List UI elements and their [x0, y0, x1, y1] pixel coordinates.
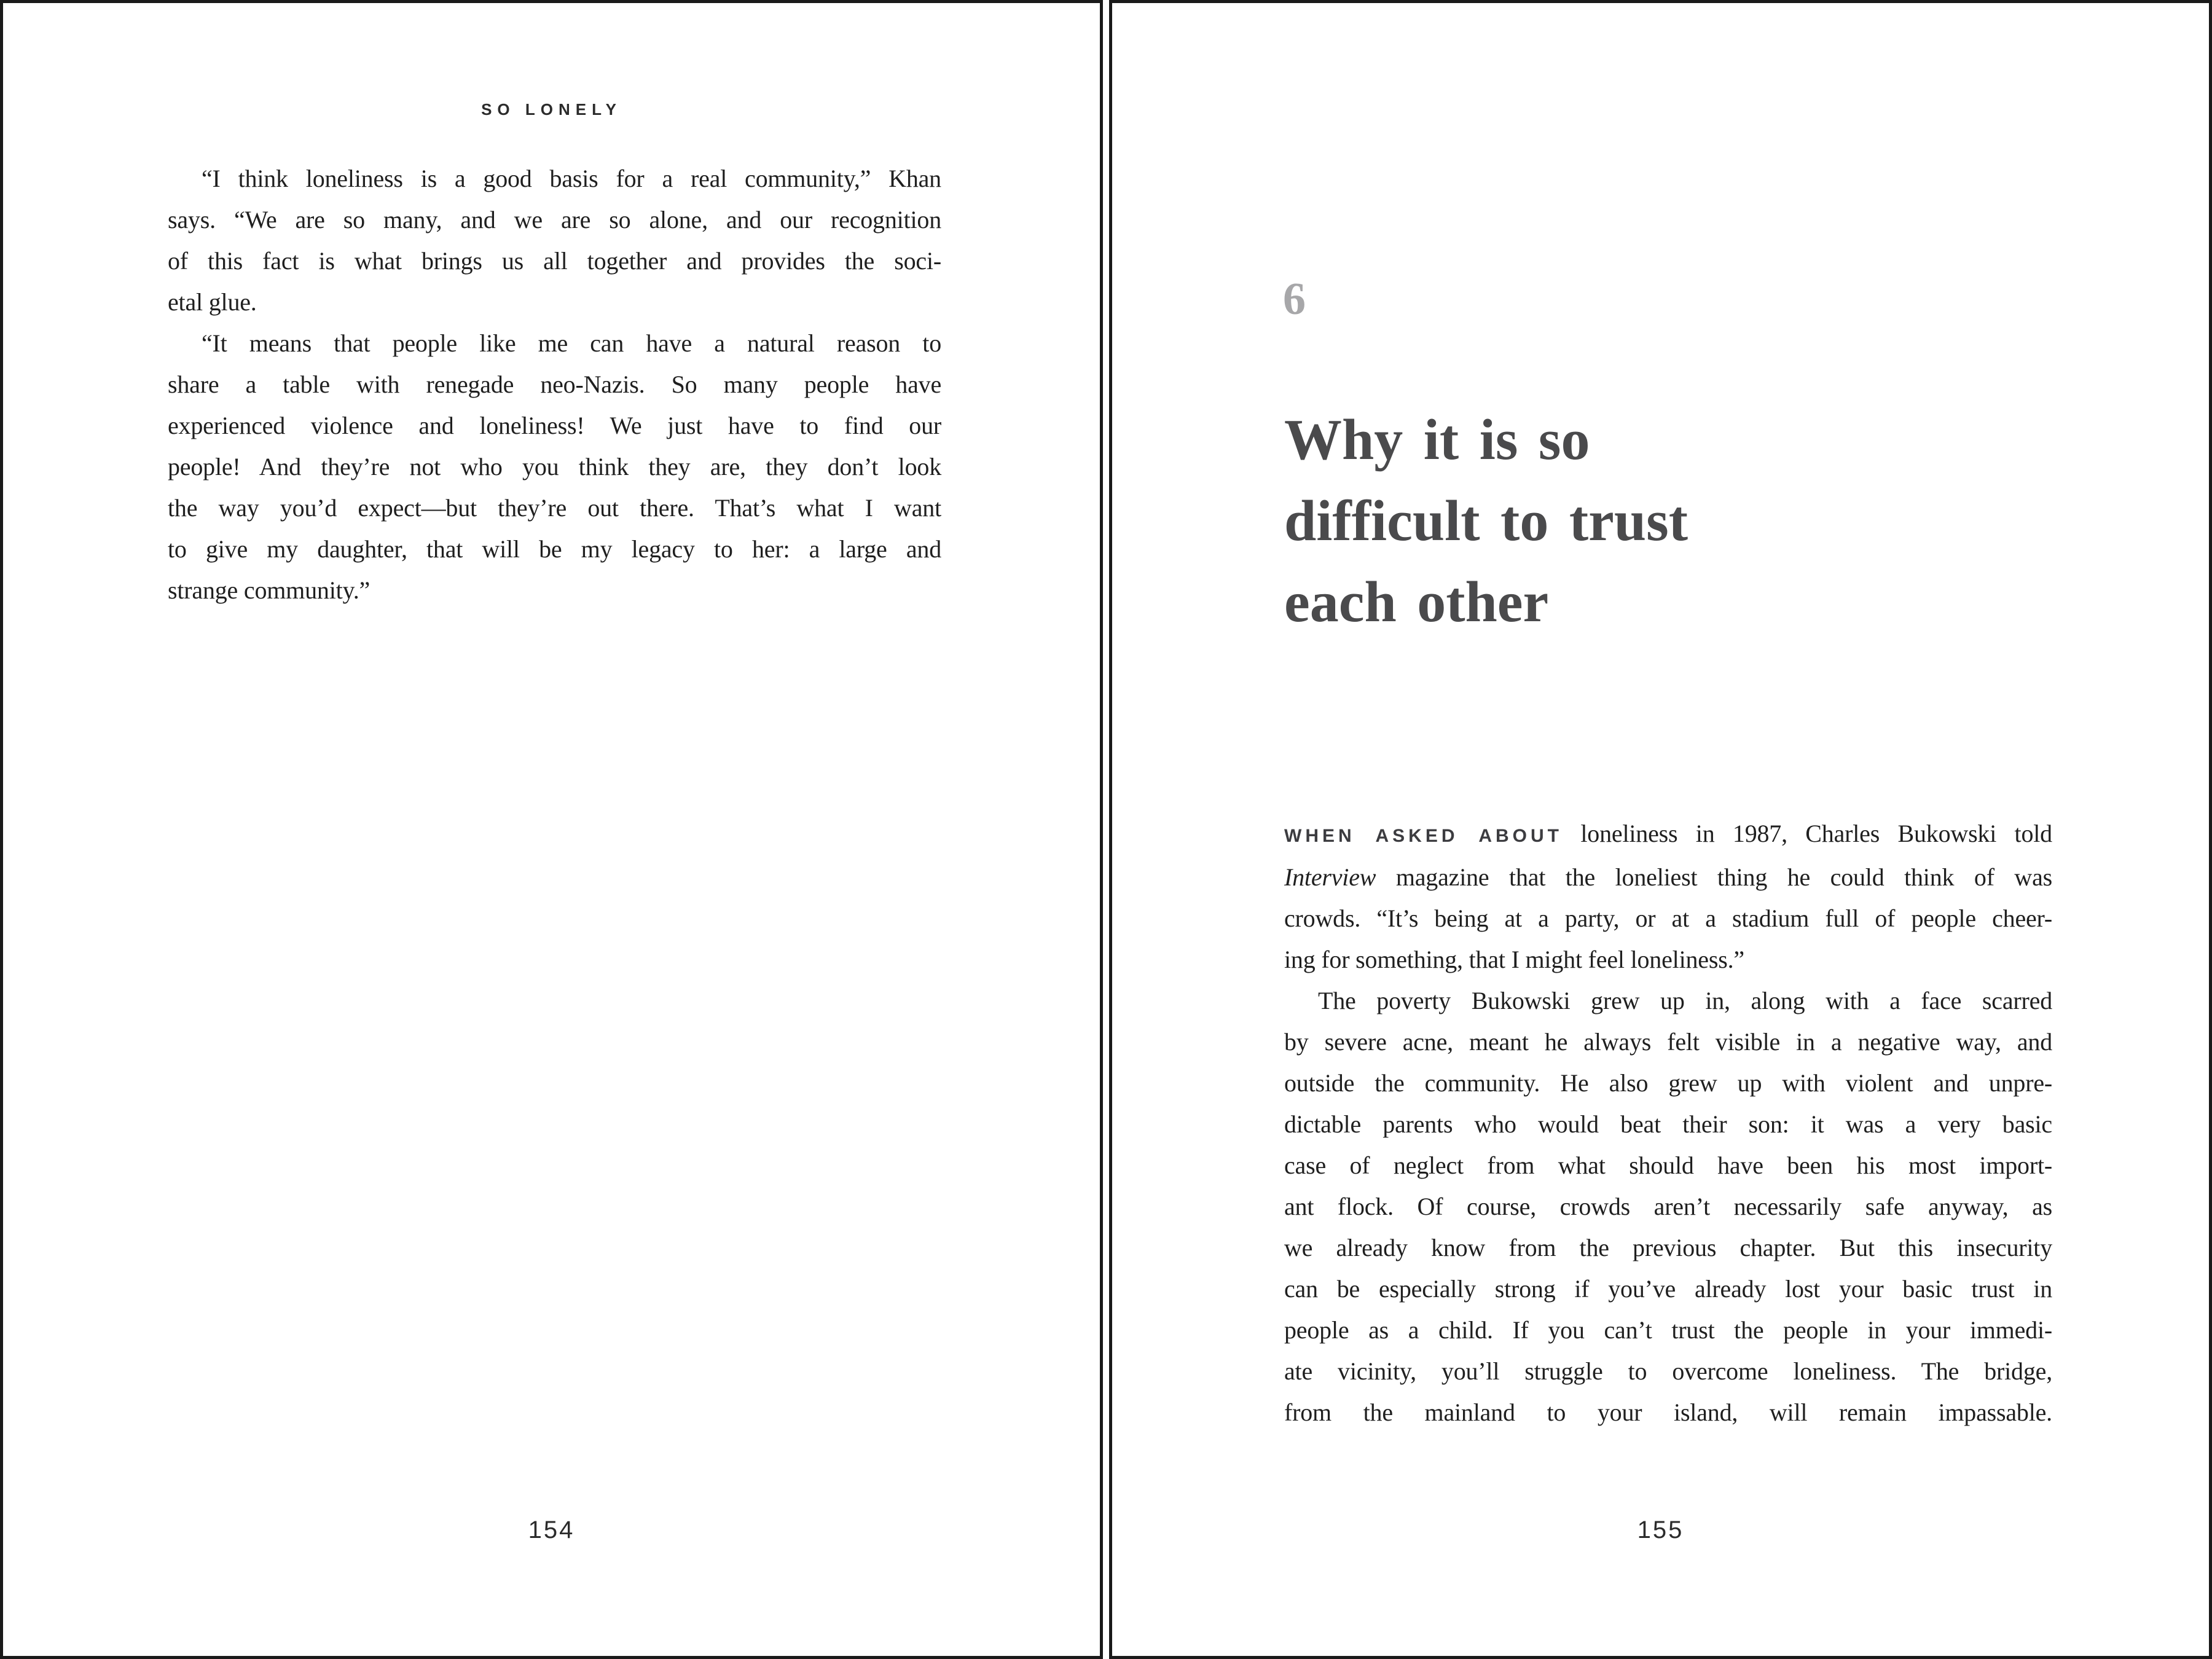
text-line: can be especially strong if you’ve already lost your basic trust in [1284, 1275, 2052, 1303]
text-line: strange community.” [168, 576, 371, 604]
text-line [1284, 813, 2052, 857]
left-text-block [168, 158, 941, 611]
right-page [1109, 0, 2212, 1659]
page-number-right: 155 [1637, 1516, 1684, 1543]
text-line: to give my daughter, that will be my legacy to her: a large and [168, 535, 941, 563]
text-line: share a table with renegade neo-Nazis. So many people have [168, 371, 941, 398]
text-line: from the mainland to your island, will remain impassable. [1284, 1398, 2052, 1426]
paragraph [1284, 980, 2052, 1433]
text-line: each other [1284, 570, 1549, 634]
paragraph [168, 323, 941, 611]
text-line: crowds. “It’s being at a party, or at a stadium full of people cheer- [1284, 904, 2052, 932]
text-line: case of neglect from what should have been his most import- [1284, 1151, 2052, 1179]
text-line: by severe acne, meant he always felt visible in a negative way, and [1284, 1028, 2052, 1056]
paragraph [168, 158, 941, 323]
text-line: The poverty Bukowski grew up in, along with a face scarred [1318, 987, 2052, 1014]
text-line [1284, 857, 2052, 898]
text-line: people! And they’re not who you think they are, they don’t look [168, 453, 941, 480]
lead-in-small-caps: WHEN ASKED ABOUT [1284, 826, 1563, 846]
right-text-block [1284, 813, 2052, 1433]
text-line: “I think loneliness is a good basis for a real community,” Khan [202, 165, 941, 192]
opening-paragraph [1284, 813, 2052, 980]
text-line: ing for something, that I might feel loneliness.” [1284, 946, 1744, 973]
left-page [0, 0, 1103, 1659]
chapter-number: 6 [1283, 274, 1306, 324]
text-run: magazine that the loneliest thing he could think of was [1376, 863, 2052, 891]
text-line: experienced violence and loneliness! We just have to find our [168, 412, 941, 439]
text-line: outside the community. He also grew up with violent and unpre- [1284, 1069, 2052, 1097]
text-line: etal glue. [168, 288, 257, 316]
text-line: difficult to trust [1284, 489, 1688, 553]
text-line: dictable parents who would beat their son: it was a very basic [1284, 1110, 2052, 1138]
text-line: the way you’d expect—but they’re out there. That’s what I want [168, 494, 941, 522]
text-run: loneliness in 1987, Charles Bukowski told [1562, 820, 2052, 847]
text-line: we already know from the previous chapter. But this insecurity [1284, 1234, 2052, 1261]
text-line: people as a child. If you can’t trust the people in your immedi- [1284, 1316, 2052, 1344]
magazine-title-italic: Interview [1284, 863, 1376, 891]
page-number-left: 154 [528, 1516, 575, 1543]
running-head: SO LONELY [481, 100, 622, 119]
text-line: Why it is so [1284, 408, 1590, 472]
text-line: says. “We are so many, and we are so alone, and our recognition [168, 206, 941, 233]
text-line: ant flock. Of course, crowds aren’t necessarily safe anyway, as [1284, 1193, 2052, 1220]
text-line: of this fact is what brings us all together and provides the soci- [168, 247, 941, 275]
chapter-title [1284, 399, 2083, 643]
text-line: “It means that people like me can have a natural reason to [202, 329, 941, 357]
text-line: ate vicinity, you’ll struggle to overcome loneliness. The bridge, [1284, 1357, 2052, 1385]
